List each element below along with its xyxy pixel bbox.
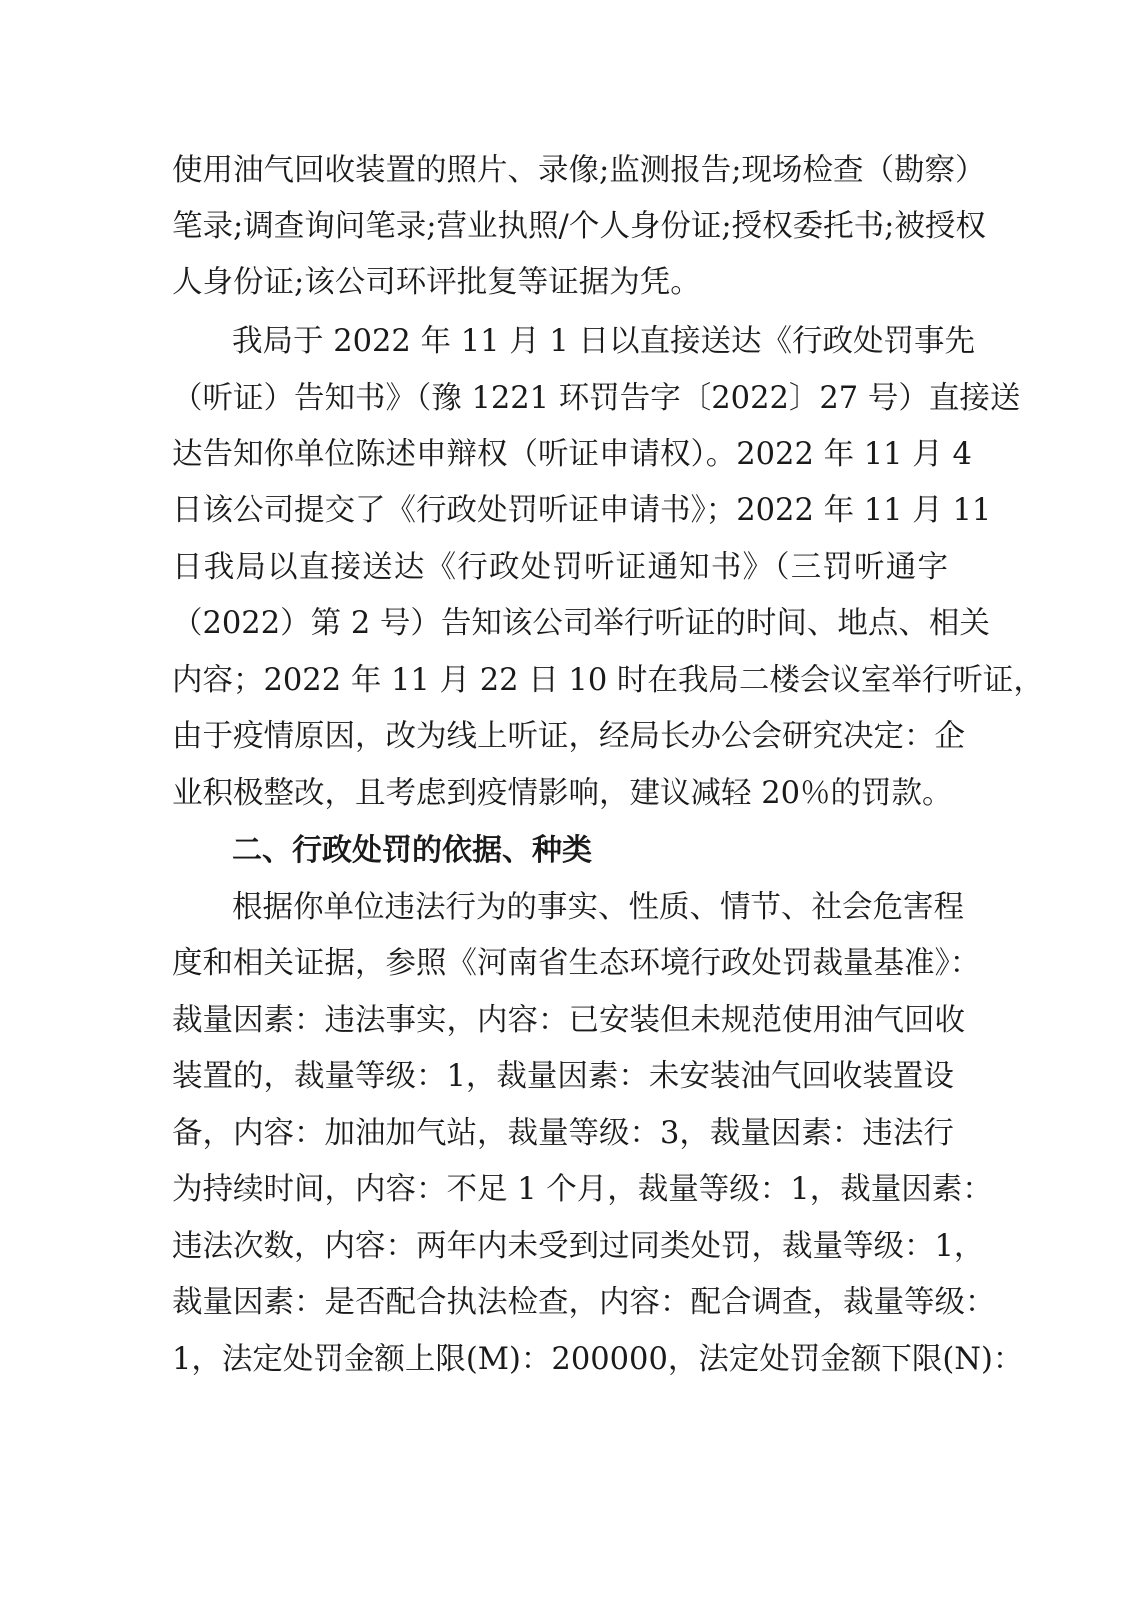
paragraph-line: 根据你单位违法行为的事实、性质、情节、社会危害程 <box>232 890 964 925</box>
paragraph-line: 装置的，裁量等级：1，裁量因素：未安装油气回收装置设 <box>172 1059 954 1094</box>
paragraph-line: 度和相关证据，参照《河南省生态环境行政处罚裁量基准》： <box>172 946 981 981</box>
paragraph-line: 我局于 2022 年 11 月 1 日以直接送达《行政处罚事先 <box>232 324 976 359</box>
paragraph-line: 违法次数，内容：两年内未受到过同类处罚，裁量等级：1， <box>172 1229 985 1264</box>
paragraph-line: （听证）告知书》（豫 1221 环罚告字〔2022〕27 号）直接送 <box>172 381 1021 416</box>
paragraph-line: 为持续时间，内容：不足 1 个月，裁量等级：1，裁量因素： <box>172 1172 993 1207</box>
section-heading: 二、行政处罚的依据、种类 <box>232 833 592 868</box>
paragraph-line: 内容；2022 年 11 月 22 日 10 时在我局二楼会议室举行听证， <box>172 663 1044 698</box>
paragraph-line: 使用油气回收装置的照片、录像;监测报告;现场检查（勘察） <box>172 153 986 188</box>
paragraph-line: 1，法定处罚金额上限(M)：200000，法定处罚金额下限(N)： <box>172 1342 1024 1377</box>
paragraph-line: 日该公司提交了《行政处罚听证申请书》；2022 年 11 月 11 <box>172 493 992 528</box>
paragraph-line: 业积极整改，且考虑到疫情影响，建议减轻 20％的罚款。 <box>172 776 953 811</box>
paragraph-line: 由于疫情原因，改为线上听证，经局长办公会研究决定：企 <box>172 719 965 754</box>
paragraph-line: 笔录;调查询问笔录;营业执照/个人身份证;授权委托书;被授权 <box>172 209 986 244</box>
paragraph-line: 日我局以直接送达《行政处罚听证通知书》（三罚听通字 <box>172 550 948 585</box>
paragraph-line: 人身份证;该公司环评批复等证据为凭。 <box>172 265 701 300</box>
paragraph-line: 达告知你单位陈述申辩权（听证申请权）。2022 年 11 月 4 <box>172 437 972 472</box>
paragraph-line: 裁量因素：是否配合执法检查，内容：配合调查，裁量等级： <box>172 1285 996 1320</box>
paragraph-line: 裁量因素：违法事实，内容：已安装但未规范使用油气回收 <box>172 1003 965 1038</box>
paragraph-line: （2022）第 2 号）告知该公司举行听证的时间、地点、相关 <box>172 606 990 641</box>
paragraph-line: 备，内容：加油加气站，裁量等级：3，裁量因素：违法行 <box>172 1116 954 1151</box>
